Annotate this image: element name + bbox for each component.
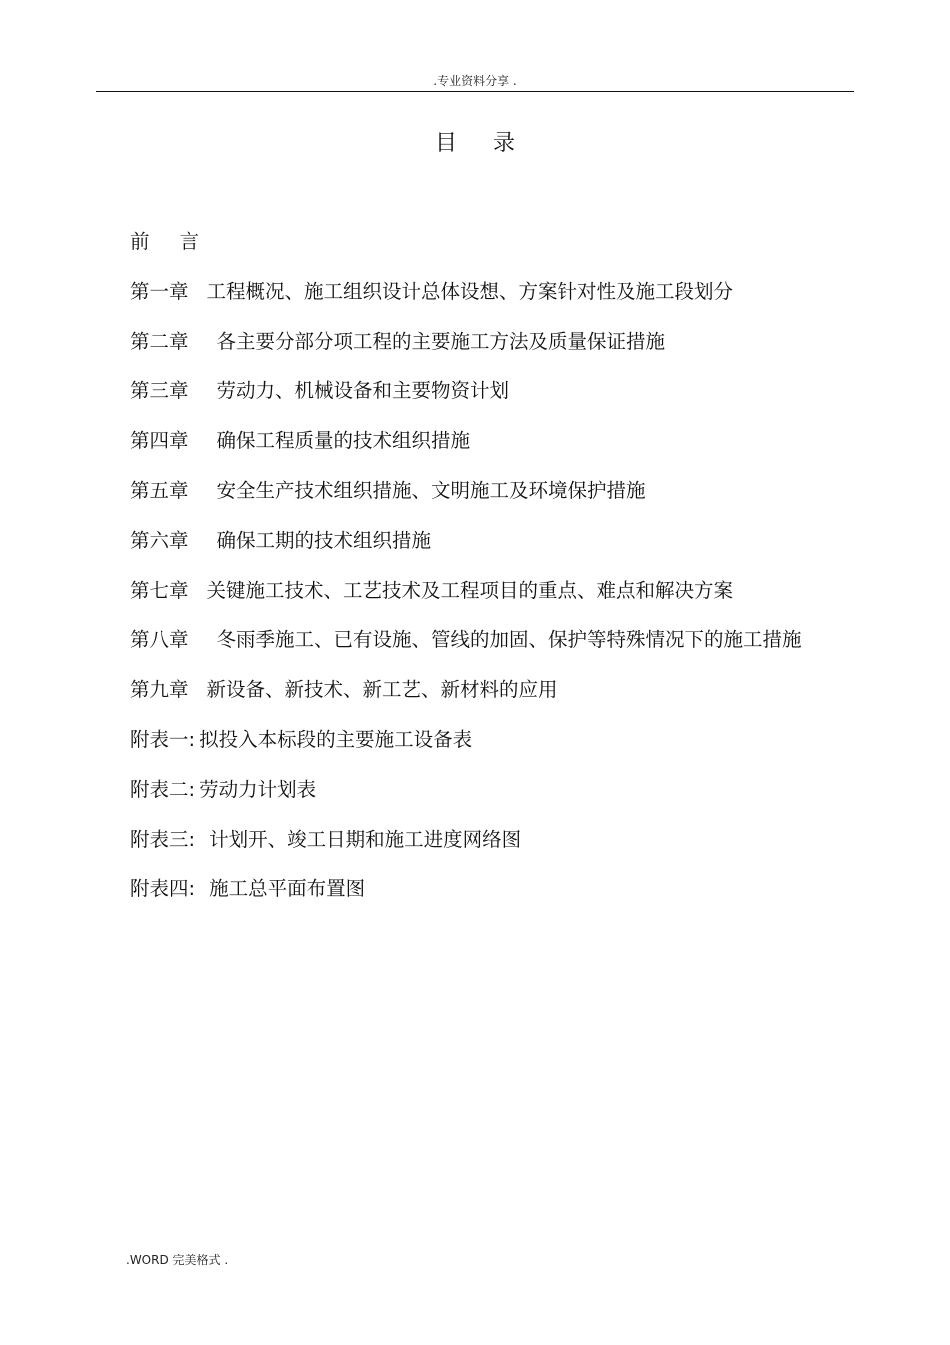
toc-label: 第二章 <box>130 329 189 353</box>
toc-title: 拟投入本标段的主要施工设备表 <box>199 727 473 751</box>
toc-title: 劳动力计划表 <box>199 777 317 801</box>
toc-item-chapter-8 <box>130 624 890 674</box>
page-footer-text: .WORD 完美格式 . <box>126 1253 229 1267</box>
toc-label: 第一章 <box>130 279 189 303</box>
toc-item-chapter-3 <box>130 375 890 425</box>
toc-label: 第四章 <box>130 429 189 453</box>
toc-label: 第三章 <box>130 379 189 403</box>
toc-title: 安全生产技术组织措施、文明施工及环境保护措施 <box>216 478 646 502</box>
toc-title: 各主要分部分项工程的主要施工方法及质量保证措施 <box>216 329 666 353</box>
toc-item-chapter-5 <box>130 475 890 525</box>
table-of-contents <box>130 226 890 923</box>
toc-label: 第五章 <box>130 478 189 502</box>
toc-item-appendix-3 <box>130 824 890 874</box>
toc-item-chapter-2 <box>130 326 890 376</box>
toc-title: 劳动力、机械设备和主要物资计划 <box>216 379 510 403</box>
toc-item-chapter-7 <box>130 575 890 625</box>
toc-title: 工程概况、施工组织设计总体设想、方案针对性及施工段划分 <box>206 279 734 303</box>
toc-item-appendix-1 <box>130 724 890 774</box>
header-divider <box>96 91 854 92</box>
page-header-text: .专业资料分享 . <box>433 74 517 88</box>
toc-title: 确保工程质量的技术组织措施 <box>216 429 471 453</box>
toc-title: 新设备、新技术、新工艺、新材料的应用 <box>206 678 558 702</box>
toc-title: 关键施工技术、工艺技术及工程项目的重点、难点和解决方案 <box>206 578 734 602</box>
toc-title: 确保工期的技术组织措施 <box>216 528 432 552</box>
toc-label: 前言 <box>130 230 230 253</box>
toc-label: 附表三: <box>130 827 196 851</box>
toc-title: 计划开、竣工日期和施工进度网络图 <box>209 827 522 851</box>
toc-item-chapter-1 <box>130 276 890 326</box>
toc-item-preface <box>130 226 890 276</box>
toc-title: 施工总平面布置图 <box>209 877 366 901</box>
toc-label: 第八章 <box>130 628 189 652</box>
toc-item-chapter-9 <box>130 674 890 724</box>
toc-label: 附表一: <box>130 727 196 751</box>
toc-label: 第九章 <box>130 678 189 702</box>
toc-label: 第六章 <box>130 528 189 552</box>
toc-label: 附表四: <box>130 877 196 901</box>
toc-item-chapter-6 <box>130 525 890 575</box>
toc-label: 附表二: <box>130 777 196 801</box>
toc-item-appendix-2 <box>130 774 890 824</box>
toc-title: 冬雨季施工、已有设施、管线的加固、保护等特殊情况下的施工措施 <box>216 628 802 652</box>
toc-label: 第七章 <box>130 578 189 602</box>
toc-item-appendix-4 <box>130 873 890 923</box>
page-title: 目录 <box>434 131 551 156</box>
toc-item-chapter-4 <box>130 425 890 475</box>
